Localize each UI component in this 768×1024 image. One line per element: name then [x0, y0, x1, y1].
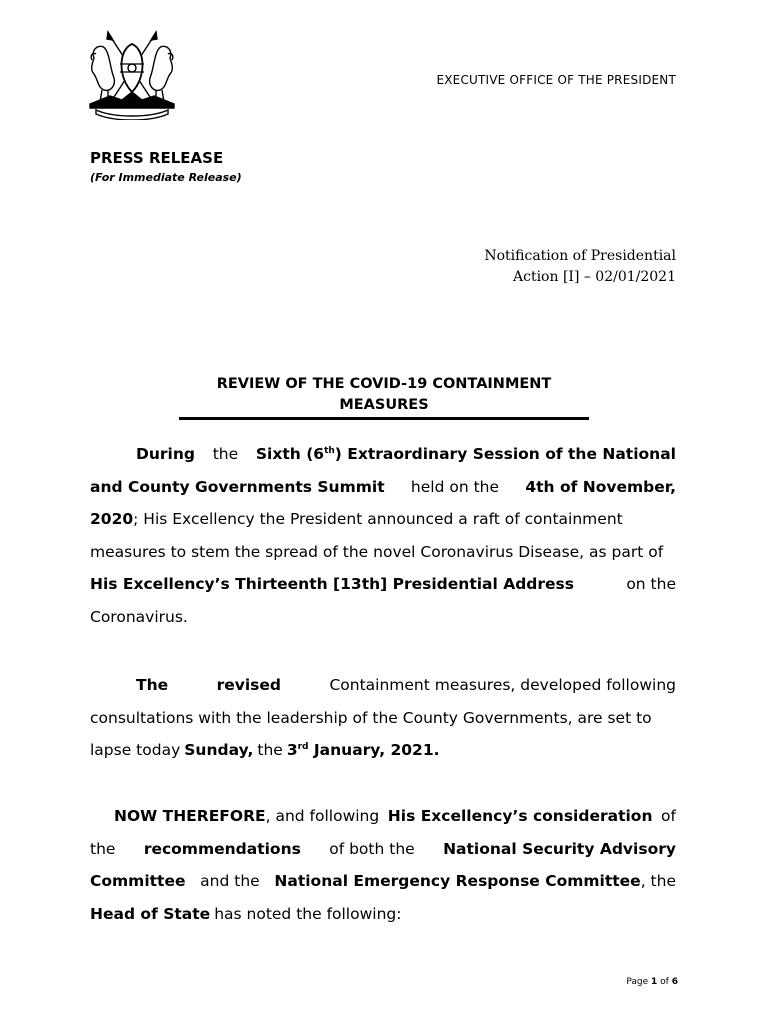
notification-line-2: Action [I] – 02/01/2021 — [513, 269, 676, 285]
paragraph-line: measures to stem the spread of the novel Coronavirus Disease, as part of — [90, 542, 664, 561]
paragraph-2 — [90, 669, 676, 767]
paragraph-1 — [90, 438, 676, 633]
paragraph-line: consultations with the leadership of the County Governments, are set to — [90, 708, 652, 727]
release-subtitle: (For Immediate Release) — [90, 171, 242, 184]
paragraph-line: 2020; His Excellency the President announced a raft of containment — [90, 510, 623, 528]
office-title: EXECUTIVE OFFICE OF THE PRESIDENT — [436, 73, 676, 87]
page-number: Page 1 of 6 — [626, 977, 678, 987]
document-heading — [179, 374, 589, 416]
paragraph-line: Coronavirus. — [90, 607, 188, 626]
heading-underline — [179, 417, 589, 420]
paragraph-line: lapse today Sunday, the 3rd January, 2021. — [90, 741, 440, 759]
paragraph-line: NOW THEREFORE, and following His Excellency’s consideration of — [114, 807, 676, 825]
paragraph-line: and County Governments Summit held on the 4th of November, — [90, 477, 676, 496]
paragraph-line: the recommendations of both the National Security Advisory — [90, 839, 676, 858]
kenya-coat-of-arms-icon — [80, 30, 184, 120]
paragraph-line: During the Sixth (6th) Extraordinary Session of the National — [136, 445, 676, 463]
paragraph-line: Head of State has noted the following: — [90, 904, 402, 923]
heading-line-1: REVIEW OF THE COVID-19 CONTAINMENT — [216, 376, 552, 392]
heading-line-2: MEASURES — [339, 397, 429, 413]
paragraph-line: Committee and the National Emergency Response Committee, the — [90, 872, 676, 890]
paragraph-3 — [90, 800, 676, 930]
press-release-title: PRESS RELEASE — [90, 149, 224, 167]
paragraph-line: The revised Containment measures, developed following — [136, 676, 676, 694]
paragraph-line: His Excellency’s Thirteenth [13th] Presidential Address on the — [90, 575, 676, 593]
notification-line-1: Notification of Presidential — [484, 248, 676, 264]
notification-block — [484, 246, 676, 288]
